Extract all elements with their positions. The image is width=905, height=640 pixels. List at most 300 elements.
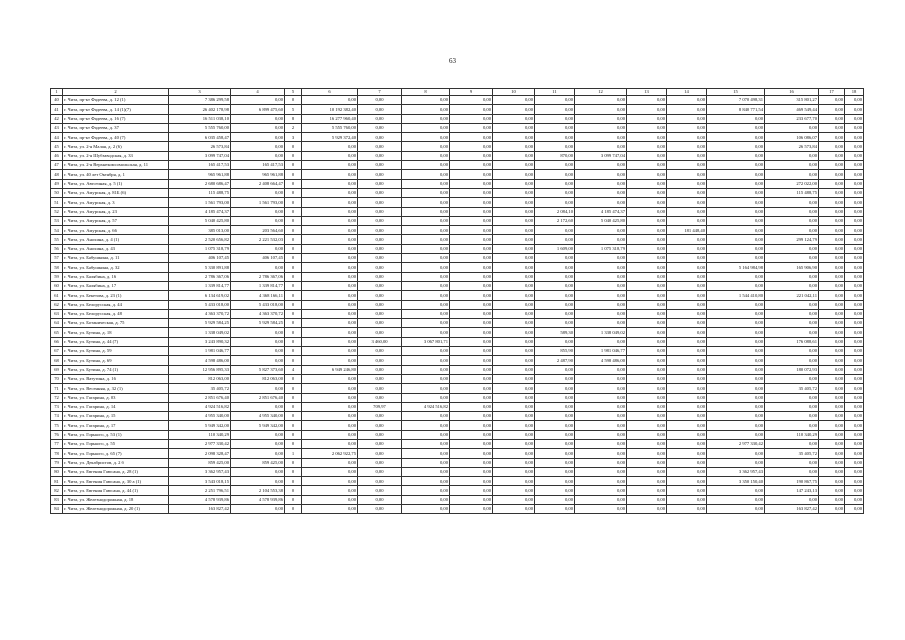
value-cell: 0,00 [575,198,627,207]
value-cell: 0,00 [535,430,575,439]
value-cell: 0,00 [358,151,402,160]
column-header: 18 [845,89,864,96]
value-cell: 0 [285,226,302,235]
address-cell: г. Чита, пр-кт Фадеева, д. 37 [63,123,169,132]
value-cell: 4 578 939,86 [231,495,285,504]
value-cell: 0,00 [819,393,845,402]
value-cell: 4 368 166,11 [231,291,285,300]
value-cell: 2 062 922,75 [302,449,358,458]
value-cell: 0,00 [667,142,707,151]
value-cell: 0,00 [819,402,845,411]
value-cell: 0,00 [302,412,358,421]
row-number-cell: 69 [51,365,63,374]
value-cell: 0,00 [302,188,358,197]
row-number-cell: 73 [51,402,63,411]
value-cell: 859 425,00 [231,458,285,467]
value-cell: 1 544 410,80 [707,291,765,300]
value-cell: 0,00 [819,105,845,114]
value-cell: 0,00 [358,216,402,225]
value-cell: 0,00 [535,393,575,402]
value-cell: 0,00 [845,430,864,439]
table-row [51,188,864,197]
value-cell: 5 164 984,98 [707,263,765,272]
value-cell: 0,00 [819,365,845,374]
value-cell: 0,00 [765,421,819,430]
value-cell: 0,00 [627,486,667,495]
value-cell: 0,00 [358,347,402,356]
value-cell: 0,00 [575,477,627,486]
row-number-cell: 61 [51,291,63,300]
value-cell: 1 981 046,77 [575,347,627,356]
value-cell: 0,00 [667,384,707,393]
value-cell: 163 827,42 [169,505,231,514]
row-number-cell: 70 [51,374,63,383]
value-cell: 0,00 [819,449,845,458]
address-cell: г. Чита, ул. Железнодорожная, д. 20 (1) [63,505,169,514]
row-number-cell: 75 [51,421,63,430]
value-cell: 0,00 [450,319,493,328]
value-cell: 0,00 [493,486,535,495]
value-cell: 0,00 [358,198,402,207]
value-cell: 0,00 [627,402,667,411]
value-cell: 0,00 [627,337,667,346]
value-cell: 0,00 [358,430,402,439]
column-header: 12 [575,89,627,96]
value-cell: 0,00 [302,161,358,170]
value-cell: 0,00 [358,114,402,123]
value-cell: 0,00 [575,281,627,290]
value-cell: 0,00 [575,254,627,263]
value-cell: 0,00 [535,458,575,467]
value-cell: 0,00 [402,412,450,421]
value-cell: 0,00 [627,226,667,235]
value-cell: 0,00 [402,123,450,132]
value-cell: 0,00 [231,356,285,365]
value-cell: 0,00 [493,309,535,318]
value-cell: 35 405,72 [765,384,819,393]
value-cell: 0,00 [575,467,627,476]
value-cell: 1 075 318,79 [169,244,231,253]
address-cell: г. Чита, пр-кт Фадеева, д. 14 (1)(7) [63,105,169,114]
value-cell: 0,00 [493,374,535,383]
value-cell: 0,00 [358,439,402,448]
value-cell: 5 040 425,80 [169,216,231,225]
row-number-cell: 72 [51,393,63,402]
value-cell: 0,00 [667,179,707,188]
value-cell: 0,00 [707,328,765,337]
value-cell: 406 107,45 [169,254,231,263]
value-cell: 0,00 [302,170,358,179]
row-number-cell: 44 [51,133,63,142]
value-cell: 0,00 [535,319,575,328]
value-cell: 221 042,11 [765,291,819,300]
value-cell: 0,00 [302,477,358,486]
value-cell: 0,00 [358,421,402,430]
table-row [51,319,864,328]
value-cell: 0,00 [765,309,819,318]
value-cell: 0,00 [231,505,285,514]
value-cell: 0,00 [819,337,845,346]
value-cell: 0,00 [667,347,707,356]
value-cell: 0,00 [402,142,450,151]
value-cell: 0,00 [575,114,627,123]
value-cell: 0,00 [667,495,707,504]
value-cell: 0 [285,384,302,393]
address-cell: г. Чита, ул. Ватутина, д. 16 [63,374,169,383]
value-cell: 0,00 [402,486,450,495]
value-cell: 0,00 [231,328,285,337]
value-cell: 2 851 676,40 [169,393,231,402]
value-cell: 0,00 [819,216,845,225]
value-cell: 0,00 [450,449,493,458]
value-cell: 0,00 [402,347,450,356]
value-cell: 0,00 [402,384,450,393]
table-row [51,309,864,318]
table-row [51,449,864,458]
value-cell: 0,00 [667,263,707,272]
value-cell: 0,00 [845,188,864,197]
value-cell: 0,00 [358,188,402,197]
value-cell: 0,00 [707,412,765,421]
value-cell: 0,00 [358,486,402,495]
value-cell: 0,00 [450,365,493,374]
table-row [51,105,864,114]
value-cell: 16 277 960,40 [302,114,358,123]
value-cell: 0,00 [493,188,535,197]
value-cell: 0,00 [302,328,358,337]
address-cell: г. Чита, ул. Балябина, д. 17 [63,281,169,290]
value-cell: 0,00 [302,505,358,514]
row-number-cell: 78 [51,449,63,458]
value-cell: 0,00 [493,328,535,337]
value-cell: 0,00 [535,198,575,207]
value-cell: 0,00 [707,495,765,504]
value-cell: 272 022,00 [765,179,819,188]
value-cell: 0,00 [845,337,864,346]
value-cell: 0,00 [450,495,493,504]
value-cell: 0,00 [819,281,845,290]
value-cell: 0,00 [819,123,845,132]
value-cell: 0,00 [819,142,845,151]
value-cell: 0,00 [707,142,765,151]
value-cell: 0,00 [493,477,535,486]
value-cell: 0 [285,467,302,476]
address-cell: г. Чита, ул. Амурская, д. 3 [63,198,169,207]
value-cell: 0,00 [493,365,535,374]
value-cell: 0,00 [627,170,667,179]
value-cell: 0,00 [302,281,358,290]
value-cell: 0,00 [302,486,358,495]
table-row [51,161,864,170]
value-cell: 0,00 [493,96,535,105]
value-cell: 0,00 [627,467,667,476]
value-cell: 0,00 [358,281,402,290]
value-cell: 0,00 [402,198,450,207]
value-cell: 0,00 [493,384,535,393]
value-cell: 2 104 553,38 [231,486,285,495]
value-cell: 0,00 [358,105,402,114]
value-cell: 0,00 [627,114,667,123]
value-cell: 4 578 939,86 [169,495,231,504]
value-cell: 0,00 [493,281,535,290]
value-cell: 5 929 584,25 [231,319,285,328]
table-row [51,347,864,356]
value-cell: 0,00 [845,207,864,216]
value-cell: 4 598 486,00 [575,356,627,365]
row-number-cell: 83 [51,495,63,504]
value-cell: 0,00 [707,161,765,170]
value-cell: 0,00 [627,458,667,467]
value-cell: 0,00 [707,365,765,374]
value-cell: 0,00 [302,207,358,216]
table-row [51,337,864,346]
address-cell: г. Чита, ул. Бабушкина, д. 11 [63,254,169,263]
value-cell: 0,00 [493,207,535,216]
row-number-cell: 76 [51,430,63,439]
column-header: 11 [535,89,575,96]
row-number-cell: 52 [51,207,63,216]
value-cell: 0,00 [575,309,627,318]
address-cell: г. Чита, ул. Горького, д. 55 [63,439,169,448]
value-cell: 2 520 656,82 [169,235,231,244]
value-cell: 0,00 [575,439,627,448]
row-number-cell: 74 [51,412,63,421]
value-cell: 0,00 [845,439,864,448]
value-cell: 0,00 [493,319,535,328]
value-cell: 0,00 [765,216,819,225]
address-cell: г. Чита, ул. Весенняя, д. 32 (1) [63,384,169,393]
value-cell: 0,00 [765,319,819,328]
value-cell: 0 [285,309,302,318]
value-cell: 2 487,90 [535,356,575,365]
value-cell: 0,00 [231,477,285,486]
value-cell: 3 099 747,04 [169,151,231,160]
table-body [51,96,864,514]
value-cell: 0,00 [667,421,707,430]
value-cell: 0,00 [707,300,765,309]
value-cell: 0 [285,319,302,328]
table-row [51,179,864,188]
value-cell: 0,00 [627,384,667,393]
row-number-cell: 81 [51,477,63,486]
value-cell: 0,00 [707,170,765,179]
value-cell: 0,00 [845,421,864,430]
value-cell: 0 [285,198,302,207]
value-cell: 0,00 [845,96,864,105]
value-cell: 3 243 890,32 [169,337,231,346]
value-cell: 0,00 [819,254,845,263]
value-cell: 106 086,07 [765,133,819,142]
table-header [51,89,864,96]
value-cell: 0 [285,486,302,495]
value-cell: 0 [285,374,302,383]
row-number-cell: 57 [51,254,63,263]
value-cell: 0 [285,291,302,300]
value-cell: 0 [285,477,302,486]
table-row [51,402,864,411]
value-cell: 0,00 [358,123,402,132]
value-cell: 0,00 [231,188,285,197]
value-cell: 180 072,93 [765,365,819,374]
value-cell: 0,00 [627,263,667,272]
value-cell: 0,00 [707,384,765,393]
value-cell: 0,00 [450,216,493,225]
value-cell: 0,00 [667,458,707,467]
value-cell: 3 067 801,71 [402,337,450,346]
address-cell: г. Чита, ул. Бутина, д. 59 [63,347,169,356]
table-row [51,272,864,281]
table-row [51,170,864,179]
value-cell: 6 035 458,47 [169,133,231,142]
value-cell: 0,00 [765,328,819,337]
value-cell: 0,00 [450,170,493,179]
value-cell: 0,00 [667,151,707,160]
address-cell: г. Чита, ул. Гагарина, д. 03 [63,393,169,402]
value-cell: 6 899 475,60 [231,105,285,114]
value-cell: 0,00 [450,374,493,383]
value-cell: 8 [285,114,302,123]
value-cell: 0,00 [845,384,864,393]
value-cell: 0,00 [535,449,575,458]
value-cell: 2 098 328,47 [169,449,231,458]
address-cell: г. Чита, ул. Евгения Гаюсана, д. 28 (1) [63,467,169,476]
value-cell: 0,00 [575,133,627,142]
value-cell: 0,00 [845,309,864,318]
table-row [51,198,864,207]
value-cell: 0 [285,495,302,504]
value-cell: 0,00 [535,263,575,272]
column-header: 16 [765,89,819,96]
value-cell: 0,00 [765,300,819,309]
value-cell: 0,00 [231,384,285,393]
table-row [51,254,864,263]
value-cell: 0,00 [358,384,402,393]
row-number-cell: 59 [51,272,63,281]
value-cell: 0 [285,300,302,309]
column-header: 8 [402,89,450,96]
value-cell: 589,30 [535,328,575,337]
value-cell: 0,00 [627,161,667,170]
value-cell: 0,00 [302,142,358,151]
value-cell: 0,00 [575,96,627,105]
table-row [51,244,864,253]
value-cell: 0,00 [707,402,765,411]
value-cell: 0,00 [358,263,402,272]
value-cell: 0,00 [450,337,493,346]
value-cell: 4 185 474,37 [575,207,627,216]
value-cell: 0,00 [358,272,402,281]
value-cell: 0,00 [302,309,358,318]
value-cell: 1 338 049,02 [169,328,231,337]
value-cell: 0,00 [819,458,845,467]
value-cell: 1 981 046,77 [169,347,231,356]
value-cell: 0,00 [667,123,707,132]
value-cell: 0,00 [493,133,535,142]
table-row [51,505,864,514]
value-cell: 0,00 [667,467,707,476]
row-number-cell: 68 [51,356,63,365]
value-cell: 0,00 [627,179,667,188]
value-cell: 0,00 [231,402,285,411]
value-cell: 0,00 [302,235,358,244]
value-cell: 0,00 [535,486,575,495]
table-row [51,458,864,467]
address-cell: г. Чита, ул. Гагарина, д. 15 [63,412,169,421]
value-cell: 0,00 [765,356,819,365]
value-cell: 0,00 [627,254,667,263]
value-cell: 3 362 957,43 [707,467,765,476]
value-cell: 0,00 [707,235,765,244]
value-cell: 0,00 [575,495,627,504]
row-number-cell: 43 [51,123,63,132]
value-cell: 0,00 [450,347,493,356]
value-cell: 0 [285,328,302,337]
value-cell: 0,00 [627,421,667,430]
value-cell: 0,00 [819,421,845,430]
value-cell: 0,00 [765,393,819,402]
column-header: 9 [450,89,493,96]
value-cell: 0,00 [302,96,358,105]
value-cell: 0,00 [575,430,627,439]
value-cell: 181 448,40 [667,226,707,235]
table-row [51,96,864,105]
table-row [51,374,864,383]
value-cell: 0,00 [667,133,707,142]
value-cell: 0,00 [358,207,402,216]
address-cell: г. Чита, ул. Бутина, д. 44 (7) [63,337,169,346]
value-cell: 0,00 [493,161,535,170]
value-cell: 0,00 [819,319,845,328]
value-cell: 0,00 [535,272,575,281]
value-cell: 0,00 [358,244,402,253]
value-cell: 0,00 [627,505,667,514]
table-row [51,393,864,402]
table-row [51,281,864,290]
value-cell: 0,00 [575,142,627,151]
value-cell: 0,00 [358,254,402,263]
page-number: 63 [449,57,456,65]
value-cell: 2 786 367,06 [231,272,285,281]
value-cell: 1 339 814,77 [169,281,231,290]
value-cell: 0,00 [667,105,707,114]
value-cell: 0,00 [450,281,493,290]
value-cell: 0,00 [493,114,535,123]
value-cell: 0,00 [358,96,402,105]
table-row [51,226,864,235]
value-cell: 0,00 [535,281,575,290]
value-cell: 0,00 [627,374,667,383]
value-cell: 0,00 [450,291,493,300]
value-cell: 2 851 676,40 [231,393,285,402]
value-cell: 0,00 [819,226,845,235]
value-cell: 0,00 [402,105,450,114]
value-cell: 0,00 [707,216,765,225]
value-cell: 0,00 [231,263,285,272]
value-cell: 2 786 367,06 [169,272,231,281]
value-cell: 0,00 [819,347,845,356]
value-cell: 0,00 [845,402,864,411]
value-cell: 870,00 [535,151,575,160]
table-row [51,486,864,495]
value-cell: 1 561 793,00 [169,198,231,207]
value-cell: 2 977 330,42 [707,439,765,448]
value-cell: 0,00 [358,393,402,402]
value-cell: 0,00 [707,123,765,132]
value-cell: 0,00 [535,133,575,142]
address-cell: г. Чита, ул. Белорусская, д. 48 [63,309,169,318]
address-cell: г. Чита, ул. Белорусская, д. 44 [63,300,169,309]
address-cell: г. Чита, пр-кт Фадеева, д. 12 (1) [63,96,169,105]
